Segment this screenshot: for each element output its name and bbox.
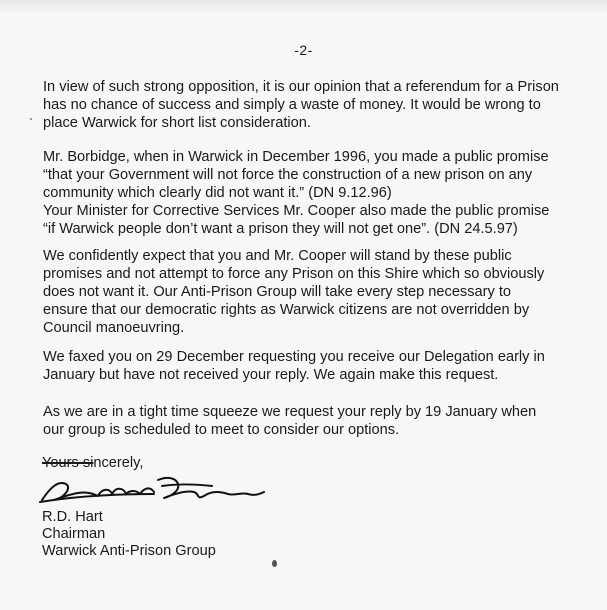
page-number: -2-: [294, 42, 313, 58]
paragraph-line: promises and not attempt to force any Prison on this Shire which so obviously: [43, 266, 545, 282]
paragraph-line: Your Minister for Corrective Services Mr. Cooper also made the public promise: [43, 203, 550, 219]
paragraph-line: place Warwick for short list consideration.: [43, 115, 311, 131]
closing-salutation: [42, 455, 143, 471]
paragraph-line: has no chance of success and simply a waste of money. It would be wrong to: [43, 97, 541, 113]
paragraph-line: Council manoeuvring.: [43, 320, 185, 336]
paragraph-2: [43, 148, 578, 238]
paragraph-line: our group is scheduled to meet to consider our options.: [43, 422, 400, 438]
paragraph-line: January but have not received your reply. We again make this request.: [43, 367, 499, 383]
paragraph-line: “that your Government will not force the construction of a new prison on any: [43, 167, 533, 183]
paragraph-3: [43, 247, 578, 337]
paragraph-line: We faxed you on 29 December requesting you receive our Delegation early in: [43, 349, 545, 365]
paragraph-line: We confidently expect that you and Mr. Cooper will stand by these public: [43, 248, 512, 264]
paragraph-line: ensure that our democratic rights as Warwick citizens are not overridden by: [43, 302, 530, 318]
paragraph-line: does not want it. Our Anti-Prison Group will take every step necessary to: [43, 284, 512, 300]
signatory-organization: Warwick Anti-Prison Group: [42, 543, 216, 559]
paragraph-line: “if Warwick people don’t want a prison they will not get one”. (DN 24.5.97): [43, 221, 518, 237]
paragraph-line: community which clearly did not want it.” (DN 9.12.96): [43, 185, 392, 201]
paper-fold-shadow: [0, 0, 607, 14]
closing-text: ncerely,: [93, 455, 144, 471]
paper-speck: [30, 118, 32, 120]
signatory-name: R.D. Hart: [42, 509, 103, 525]
paragraph-5: [43, 403, 578, 439]
paragraph-4: [43, 348, 578, 384]
signatory-block: [42, 509, 216, 560]
handwritten-signature: [36, 470, 268, 506]
paragraph-line: In view of such strong opposition, it is our opinion that a referendum for a Prison: [43, 79, 559, 95]
signatory-title: Chairman: [42, 526, 106, 542]
paragraph-line: Mr. Borbidge, when in Warwick in December 1996, you made a public promise: [43, 149, 549, 165]
struck-text: Yours si: [42, 455, 94, 471]
paper-speck: [272, 560, 277, 567]
paragraph-1: [43, 78, 578, 132]
paragraph-line: As we are in a tight time squeeze we request your reply by 19 January when: [43, 404, 537, 420]
